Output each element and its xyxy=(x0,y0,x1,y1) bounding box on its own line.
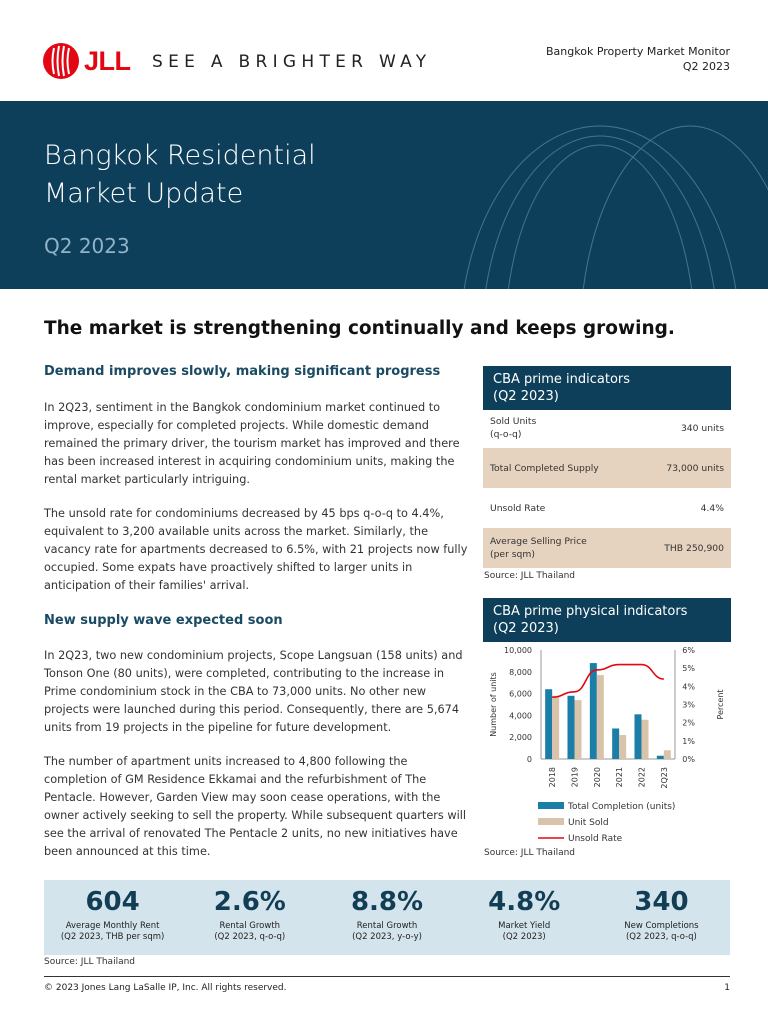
y-tick-label: 4,000 xyxy=(509,711,532,721)
physical-indicators-title xyxy=(483,598,731,642)
physical-indicators-title-line-2: (Q2 2023) xyxy=(493,621,559,636)
y-tick-label: 2,000 xyxy=(509,733,532,743)
jll-logo xyxy=(42,42,131,80)
prime-indicators-title xyxy=(483,366,731,410)
stat-value: 604 xyxy=(85,887,140,917)
stats-source: Source: JLL Thailand xyxy=(44,957,135,967)
bar-total-completion xyxy=(612,728,619,759)
indicator-value: 4.4% xyxy=(700,502,724,514)
title-line-1: Bangkok Residential xyxy=(44,140,316,171)
prime-indicators-table xyxy=(483,408,731,568)
indicator-value: THB 250,900 xyxy=(664,542,724,554)
demand-paragraph-1: In 2Q23, sentiment in the Bangkok condominium market continued to improve, especially for completed projects. While domestic demand remained the primary driver, the tourism market has improved and there has been increased interest in acquiring condominium units, making the rental market particularly intriguing. xyxy=(44,401,460,486)
supply-paragraph-1: In 2Q23, two new condominium projects, Scope Langsuan (158 units) and Tonson One (80 units), were completed, contributing to the increase in Prime condominium stock in the CBA to 73,000 units. No other new projects were launched during this period. Consequently, there are 5,674 units from 19 projects in the pipeline for future development. xyxy=(44,649,463,734)
y2-tick-label: 5% xyxy=(682,664,695,674)
indicator-label: Average Selling Price (per sqm) xyxy=(490,536,587,560)
bar-total-completion xyxy=(545,689,552,759)
demand-paragraph-2: The unsold rate for condominiums decreased by 45 bps q-o-q to 4.4%, equivalent to 3,200 available units across the market. Similarly, the vacancy rate for apartments decreased to 6.5%, with 21 projects now fully occupied. Some expats have proactively shifted to larger units in anticipation of their families' arrival. xyxy=(44,507,468,592)
indicator-row xyxy=(483,528,731,568)
bar-unit-sold xyxy=(552,696,559,759)
stat-rental-growth-yoy xyxy=(318,880,455,955)
page-subtitle: Q2 2023 xyxy=(44,234,130,258)
report-name: Bangkok Property Market Monitor xyxy=(546,45,730,58)
y2-tick-label: 4% xyxy=(682,682,695,692)
x-tick-label: 2018 xyxy=(548,767,558,788)
report-info xyxy=(546,44,730,74)
indicator-label: Unsold Rate xyxy=(490,502,546,514)
supply-paragraph-2: The number of apartment units increased to 4,800 following the completion of GM Residence Ekkamai and the refurbishment of The Pentacle. However, Garden View may soon cease operations, with the owner actively seeking to sell the property. While subsequent quarters will see the arrival of renovated The Pentacle 2 units, no new initiatives have been announced at this time. xyxy=(44,755,467,858)
bar-total-completion xyxy=(635,714,642,759)
stat-value: 340 xyxy=(634,887,689,917)
y2-tick-label: 1% xyxy=(682,736,695,746)
headline: The market is strengthening continually and keeps growing. xyxy=(44,318,675,339)
x-tick-label: 2020 xyxy=(592,767,602,788)
bar-unit-sold xyxy=(619,735,626,759)
legend-swatch xyxy=(538,818,564,825)
stat-value: 4.8% xyxy=(488,887,561,917)
indicator-row xyxy=(483,448,731,488)
stat-label: New Completions xyxy=(624,921,699,931)
indicator-label: Total Completed Supply xyxy=(490,462,599,474)
legend-swatch xyxy=(538,802,564,809)
page-title xyxy=(44,137,316,213)
indicator-label: Sold Units (q-o-q) xyxy=(490,416,537,440)
y-axis-label: Number of units xyxy=(489,672,498,737)
stat-market-yield xyxy=(456,880,593,955)
stat-average-monthly-rent xyxy=(44,880,181,955)
legend-label: Unit Sold xyxy=(568,818,609,828)
x-tick-label: 2022 xyxy=(637,767,647,788)
bar-total-completion xyxy=(590,663,597,759)
tagline: SEE A BRIGHTER WAY xyxy=(152,52,432,72)
y2-axis-label: Percent xyxy=(716,689,725,720)
indicator-value: 73,000 units xyxy=(666,462,724,474)
line-unsold-rate xyxy=(552,665,664,698)
y2-tick-label: 2% xyxy=(682,718,695,728)
bar-total-completion xyxy=(568,696,575,759)
y2-tick-label: 3% xyxy=(682,700,695,710)
bar-unit-sold xyxy=(575,700,582,759)
prime-indicators-title-line-2: (Q2 2023) xyxy=(493,389,559,404)
prime-indicators-title-line-1: CBA prime indicators xyxy=(493,372,631,387)
page-number: 1 xyxy=(724,983,730,993)
y2-tick-label: 0% xyxy=(682,755,695,764)
logo-text: JLL xyxy=(84,45,131,76)
supply-heading: New supply wave expected soon xyxy=(44,613,283,628)
jll-logo-icon xyxy=(42,42,80,80)
stat-value: 2.6% xyxy=(213,887,286,917)
bar-unit-sold xyxy=(597,675,604,759)
title-banner xyxy=(0,101,768,289)
key-stats-bar xyxy=(44,880,730,955)
footer-divider xyxy=(44,976,730,977)
stat-sublabel: (Q2 2023, y-o-y) xyxy=(352,932,422,942)
physical-indicators-title-line-1: CBA prime physical indicators xyxy=(493,604,688,619)
y-tick-label: 8,000 xyxy=(509,667,532,677)
stat-new-completions xyxy=(593,880,730,955)
copyright: © 2023 Jones Lang LaSalle IP, Inc. All rights reserved. xyxy=(44,983,287,993)
stat-value: 8.8% xyxy=(350,887,424,917)
stat-sublabel: (Q2 2023, THB per sqm) xyxy=(60,932,165,942)
stat-label: Average Monthly Rent xyxy=(65,921,160,931)
y2-tick-label: 6% xyxy=(682,646,695,655)
bar-unit-sold xyxy=(642,720,649,759)
indicator-row xyxy=(483,488,731,528)
indicator-row xyxy=(483,408,731,448)
title-line-2: Market Update xyxy=(44,178,244,209)
demand-heading: Demand improves slowly, making significant progress xyxy=(44,364,441,379)
physical-indicators-source: Source: JLL Thailand xyxy=(484,848,575,858)
prime-indicators-source: Source: JLL Thailand xyxy=(484,571,575,581)
stat-label: Rental Growth xyxy=(219,921,281,931)
stat-sublabel: (Q2 2023) xyxy=(502,932,546,942)
legend-label: Unsold Rate xyxy=(568,834,623,844)
stat-sublabel: (Q2 2023, q-o-q) xyxy=(625,932,697,942)
legend-label: Total Completion (units) xyxy=(568,802,676,812)
bar-unit-sold xyxy=(664,750,671,759)
stat-label: Market Yield xyxy=(498,921,551,931)
physical-indicators-chart xyxy=(483,640,731,845)
y-tick-label: 0 xyxy=(526,755,532,764)
x-tick-label: 2Q23 xyxy=(659,767,669,789)
x-tick-label: 2021 xyxy=(615,767,625,788)
x-tick-label: 2019 xyxy=(570,767,580,788)
y-tick-label: 6,000 xyxy=(509,689,532,699)
indicator-value: 340 units xyxy=(680,422,724,434)
stat-sublabel: (Q2 2023, q-o-q) xyxy=(214,932,286,942)
stat-rental-growth-qoq xyxy=(181,880,318,955)
stat-label: Rental Growth xyxy=(356,921,418,931)
bar-total-completion xyxy=(657,756,664,759)
y-tick-label: 10,000 xyxy=(504,646,532,655)
report-period: Q2 2023 xyxy=(682,60,730,73)
